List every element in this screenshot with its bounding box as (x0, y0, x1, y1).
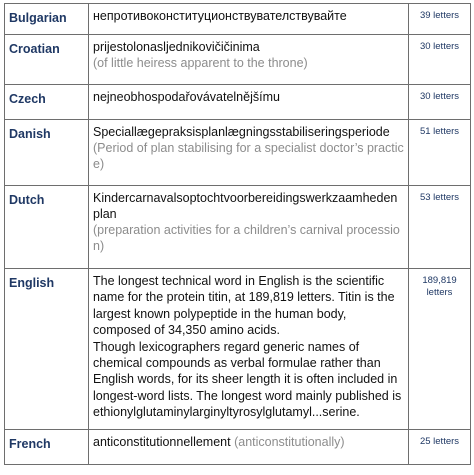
word-text: nejneobhospodařovávatelnějšímu (93, 90, 280, 104)
table-row-english (5, 269, 471, 430)
table-row-croatian (5, 35, 471, 85)
word-text: непротивоконституционствувателствувайте (93, 9, 347, 23)
language-cell: Croatian (5, 35, 89, 85)
table-row-dutch (5, 186, 471, 269)
letter-count-cell: 30 letters (409, 85, 471, 120)
language-cell: Danish (5, 120, 89, 186)
translation-text: (preparation activities for a children’s carnival procession) (93, 223, 400, 253)
description-paragraph: The longest technical word in English is the scientific name for the protein titin, at 189,819 letters. Titin is the largest known polypeptide in the human body, composed of 34,350 amino acids. (93, 274, 395, 338)
letter-count-cell: 39 letters (409, 4, 471, 35)
description-cell (89, 269, 409, 430)
word-cell (89, 186, 409, 269)
table-row-french (5, 430, 471, 465)
language-cell: English (5, 269, 89, 430)
translation-text: (Period of plan stabilising for a specialist doctor’s practice) (93, 141, 404, 171)
word-text: Kindercarnavalsoptochtvoorbereidingswerkzaamhedenplan (93, 191, 398, 221)
letter-count-cell: 53 letters (409, 186, 471, 269)
table-row-bulgarian (5, 4, 471, 35)
word-cell (89, 35, 409, 85)
translation-text: (anticonstitutionally) (234, 435, 345, 449)
table-row-czech (5, 85, 471, 120)
language-cell: Czech (5, 85, 89, 120)
letter-count-cell: 30 letters (409, 35, 471, 85)
word-text: anticonstitutionnellement (93, 435, 231, 449)
longest-words-table (4, 3, 471, 465)
language-cell: French (5, 430, 89, 465)
table-row-danish (5, 120, 471, 186)
word-cell (89, 85, 409, 120)
letter-count-cell: 51 letters (409, 120, 471, 186)
translation-text: (of little heiress apparent to the throne) (93, 56, 308, 70)
word-text: prijestolonasljednikovičičinima (93, 40, 260, 54)
description-paragraph: Though lexicographers regard generic names of chemical compounds as verbal formulae rather than English words, for its sheer length it is often included in longest-word lists. The longest word mainly published is ethionylglutaminylarginyltyrosylglutamyl...serine. (93, 339, 402, 420)
word-text: Speciallægepraksisplanlægningsstabiliseringsperiode (93, 125, 390, 139)
word-cell (89, 4, 409, 35)
word-cell (89, 120, 409, 186)
language-cell: Dutch (5, 186, 89, 269)
language-cell: Bulgarian (5, 4, 89, 35)
letter-count-cell: 25 letters (409, 430, 471, 465)
letter-count-cell: 189,819 letters (409, 269, 471, 430)
word-cell (89, 430, 409, 465)
